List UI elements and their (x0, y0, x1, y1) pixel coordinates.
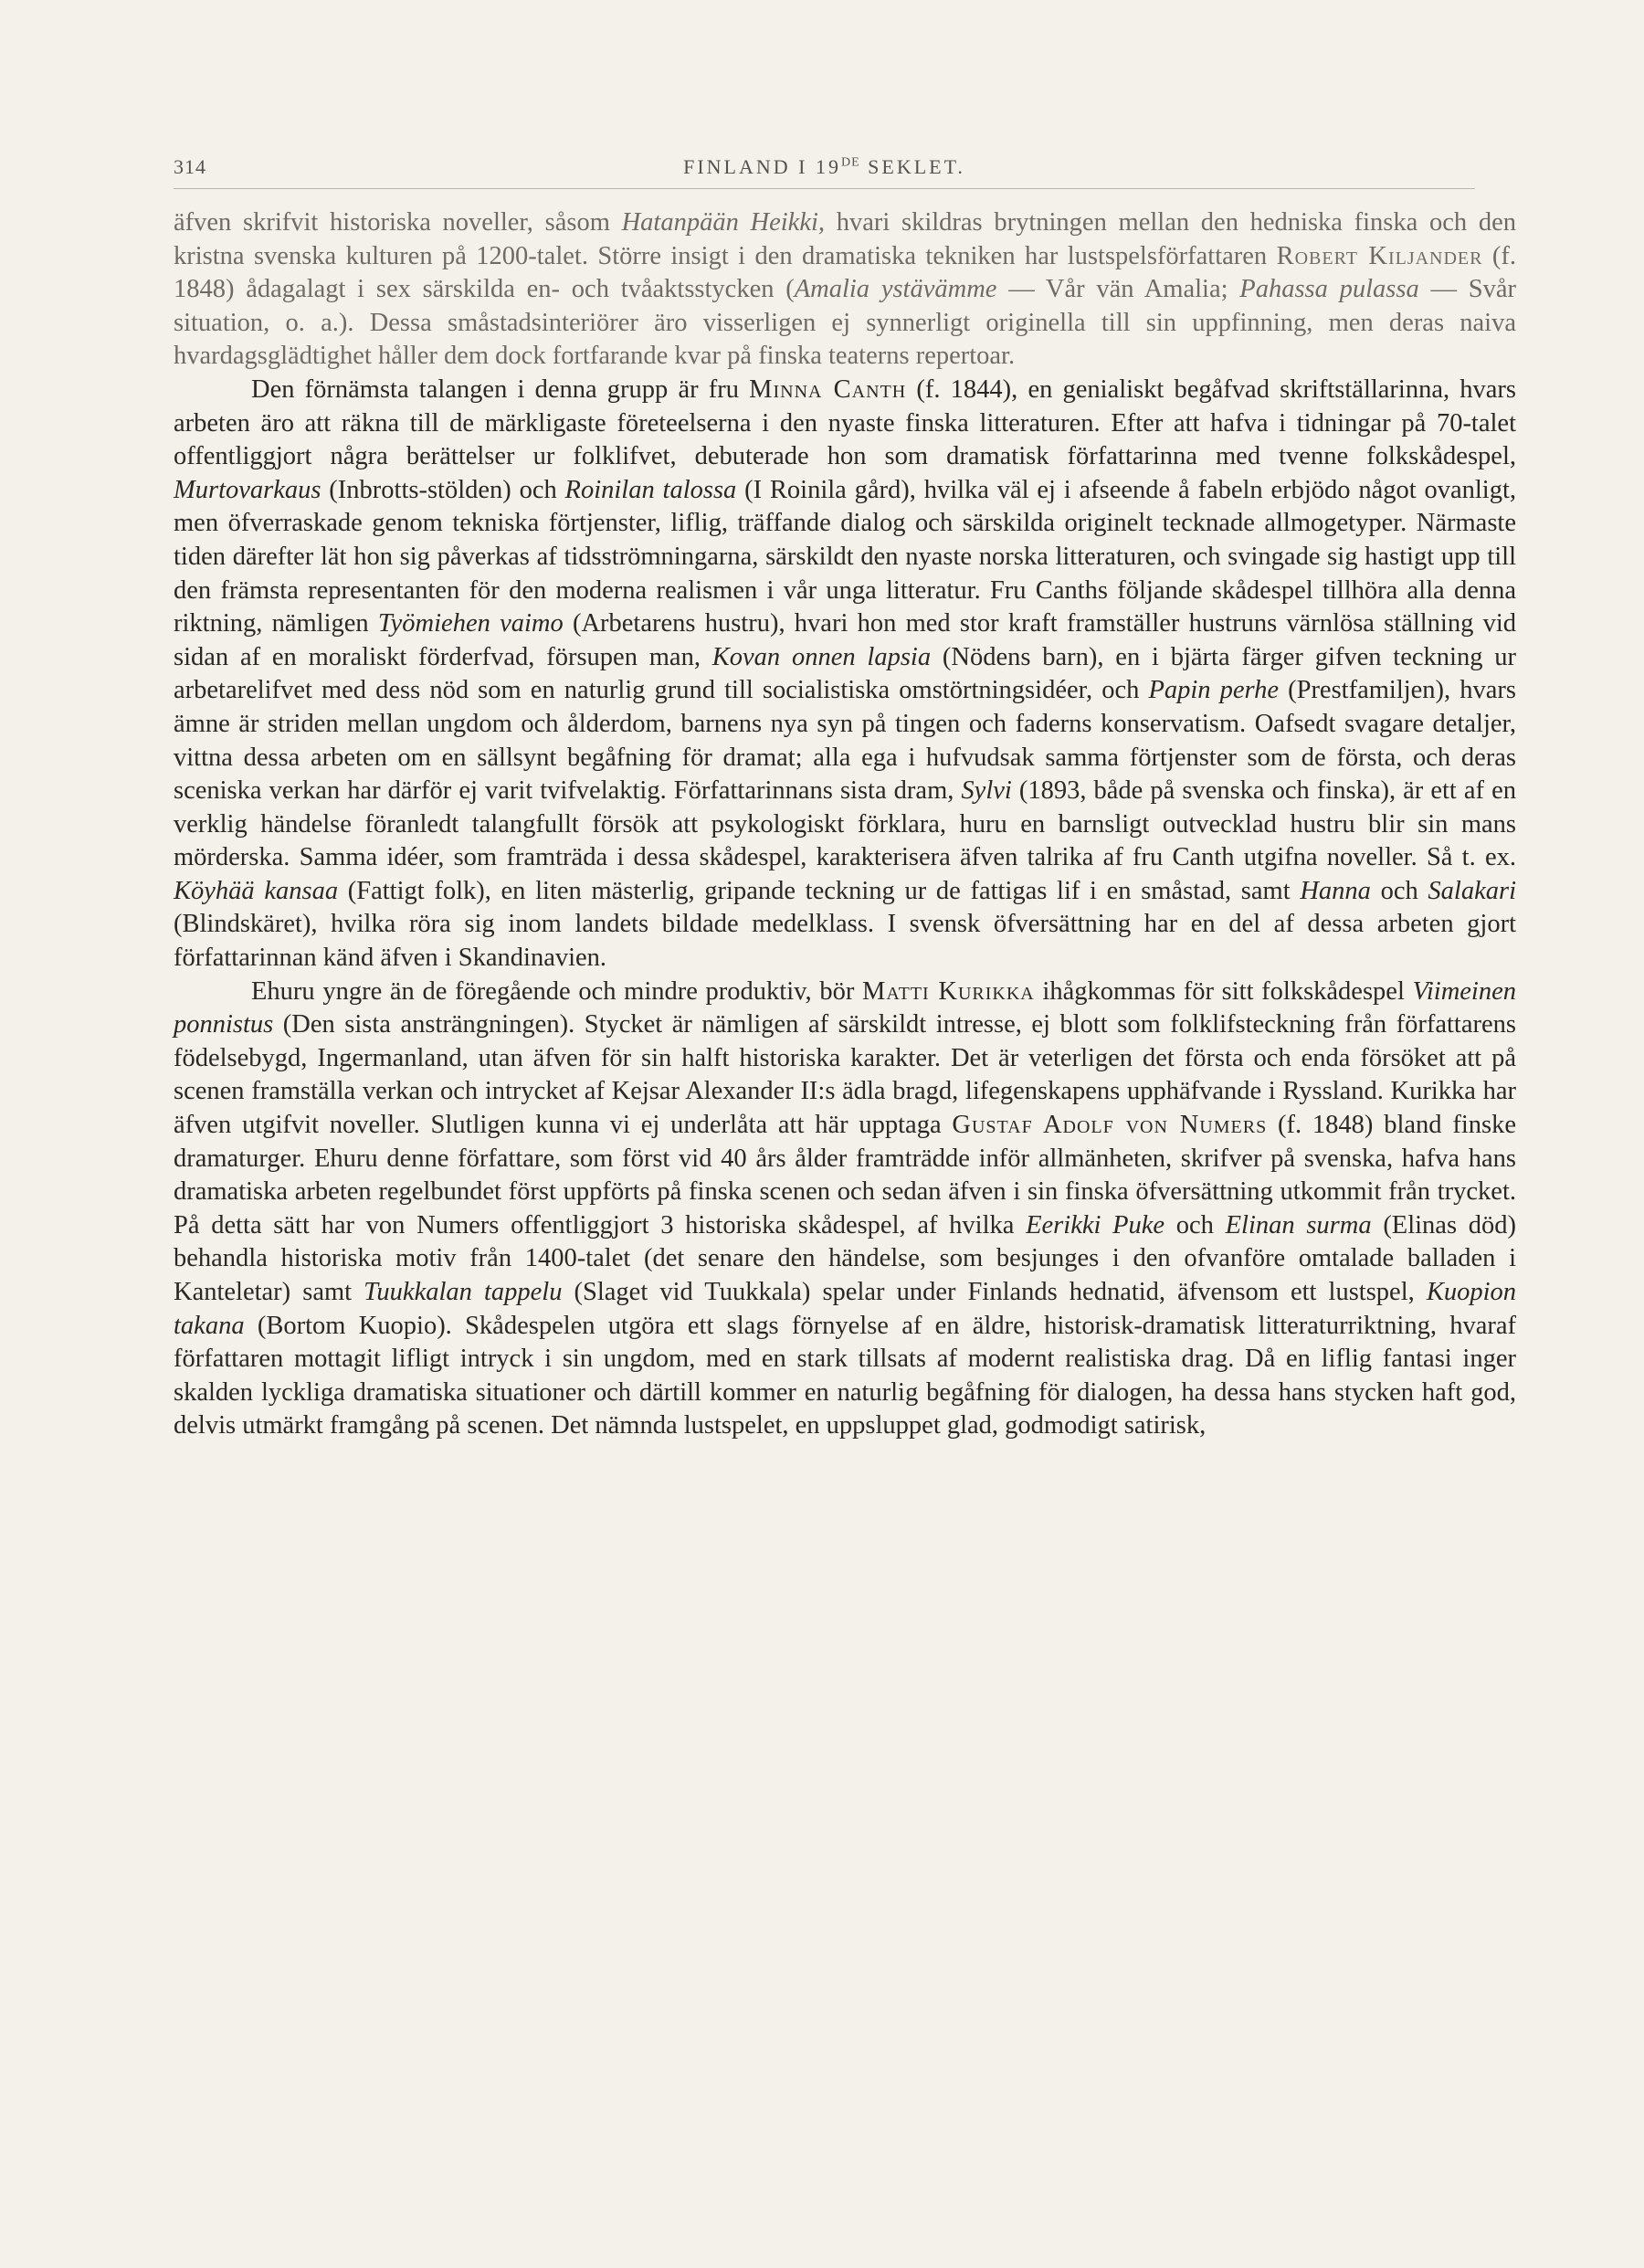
text-run: (f. 1844), en genialiskt begåfvad skriftställarinna, hvars arbeten äro att räkna till de märkligaste företeelserna i den nyaste finska litteraturen. Efter att hafva i tidningar på 70-talet offentliggjort några berättelser ur folklifvet, debuterade hon som dramatisk författarinna med tvenne folkskådespel, (174, 374, 1517, 471)
header-rule (174, 188, 1475, 189)
text-run: (Inbrotts-stölden) och (321, 475, 565, 504)
author-name: Robert Kiljander (1276, 241, 1483, 270)
page-header (174, 155, 1475, 192)
italic-title: Hatanpään Heikki, (621, 208, 826, 237)
text-run: Den förnämsta talangen i denna grupp är fru (251, 374, 750, 404)
author-name: Matti Kurikka (862, 976, 1035, 1006)
text-run: och (1164, 1210, 1226, 1239)
italic-title: Hanna (1300, 876, 1371, 905)
body-text (174, 206, 1516, 1443)
running-title-end: SEKLET. (859, 155, 965, 178)
italic-title: Pahassa pulassa (1239, 275, 1419, 304)
italic-title: Elinan surma (1225, 1210, 1372, 1239)
page-number: 314 (174, 155, 206, 178)
text-run: (f. 1848) ådagalagt i sex särskilda en- och tvåaktsstycken ( (174, 241, 1517, 304)
italic-title: Viimeinen ponnistus (174, 976, 1516, 1039)
text-run: (I Roinila gård), hvilka väl ej i afseende å fabeln erbjödo något ovanligt, men öfverraskade genom tekniska förtjenster, liflig, träffande dialog och särskilda originelt tecknade allmogetyper. Närmaste tiden därefter lät hon sig påverkas af tidsströmningarna, särskildt den nyaste norska litteraturen, och svingade sig hastigt upp till den främsta representanten för den moderna realismen i vår unga litteratur. Fru Canths följande skådespel tillhöra alla denna riktning, nämligen (174, 475, 1517, 638)
text-run: ihågkommas för sitt folkskådespel (1034, 976, 1413, 1006)
text-run: — Svår situation, o. a.). Dessa småstadsinteriörer äro visserligen ej synnerligt originella till sin uppfinning, men deras naiva hvardagsglädtighet håller dem dock fortfarande kvar på finska teaterns repertoar. (174, 275, 1516, 371)
text-run: (Den sista ansträngningen). Stycket är nämligen af särskildt intresse, ej blott som folklifsteckning från författarens födelsebygd, Ingermanland, utan äfven för sin halft historiska karakter. Det är veterligen det första och enda försöket att på scenen framställa verkan och intrycket af Kejsar Alexander II:s ädla bragd, lifegenskapens upphäfvande i Ryssland. Kurikka har äfven utgifvit noveller. Slutligen kunna vi ej underlåta att här upptaga (174, 1010, 1516, 1140)
italic-title: Tuukkalan tappelu (364, 1278, 563, 1306)
paragraph (174, 976, 1516, 1443)
text-run: hvari skildras brytningen mellan den hedniska finska och den kristna svenska kulturen på 1200-talet. Större insigt i den dramatiska tekniken har lustspelsförfattaren (174, 208, 1517, 270)
author-name: Gustaf Adolf von Numers (952, 1111, 1268, 1140)
italic-title: Papin perhe (1148, 676, 1279, 705)
paragraph (174, 374, 1516, 976)
text-run: (Arbetarens hustru), hvari hon med stor kraft framställer hustruns värnlösa ställning vid sidan af en moraliskt förderfvad, försupen man, (174, 609, 1516, 671)
running-title-main: FINLAND I 19 (683, 155, 841, 178)
running-title-superscript: DE (840, 155, 860, 170)
text-run: äfven skrifvit historiska noveller, såsom (174, 208, 622, 237)
text-run: och (1370, 876, 1428, 905)
italic-title: Työmiehen vaimo (377, 609, 564, 638)
text-run: (Bortom Kuopio). Skådespelen utgöra ett slags förnyelse af en äldre, historisk-dramatisk litteraturriktning, hvaraf författaren mottagit lifligt intryck i sin ungdom, med en stark tillsats af modernt realistiska drag. Då en liflig fantasi inger skalden lyckliga dramatiska situationer och därtill kommer en naturlig begåfning för dialogen, ha dessa hans stycken haft god, delvis utmärkt framgång på scenen. Det nämnda lustspelet, en uppsluppet glad, godmodigt satirisk, (174, 1311, 1516, 1440)
italic-title: Kuopion takana (174, 1278, 1517, 1340)
paragraph (174, 206, 1516, 374)
text-run: (f. 1848) bland finske dramaturger. Ehuru denne författare, som först vid 40 års ålder framträdde inför allmänheten, skrifver på svenska, hafva hans dramatiska arbeten regelbundet först uppförts på finska scenen och sedan äfven i sin finska öfversättning utkommit från trycket. På detta sätt har von Numers offentliggjort 3 historiska skådespel, af hvilka (174, 1111, 1516, 1239)
author-name: Minna Canth (749, 374, 907, 404)
text-run: (Fattigt folk), en liten mästerlig, gripande teckning ur de fattigas lif i en småstad, samt (338, 876, 1301, 905)
italic-title: Eerikki Puke (1026, 1210, 1165, 1239)
italic-title: Murtovarkaus (174, 475, 321, 504)
italic-title: Amalia ystävämme (794, 275, 997, 304)
text-run: (Slaget vid Tuukkala) spelar under Finlands hednatid, äfvensom ett lustspel, (562, 1278, 1427, 1306)
italic-title: Köyhää kansaa (174, 876, 339, 905)
italic-title: Kovan onnen lapsia (711, 642, 932, 671)
italic-title: Roinilan talossa (564, 475, 737, 504)
text-run: (1893, både på svenska och finska), är ett af en verklig händelse föranledt talangfullt försök att psykologiskt förklara, huru en barnsligt outvecklad hustru blir sin mans mörderska. Samma idéer, som framträda i dessa skådespel, karakterisera äfven talrika af fru Canth utgifna noveller. Så t. ex. (174, 776, 1516, 872)
text-run: (Elinas död) behandla historiska motiv från 1400-talet (det senare den händelse, som besjunges i den ofvanföre omtalade balladen i Kanteletar) samt (174, 1210, 1516, 1306)
text-run: Ehuru yngre än de föregående och mindre produktiv, bör (251, 976, 863, 1006)
running-title (174, 155, 1475, 179)
italic-title: Salakari (1428, 876, 1516, 905)
text-run: (Nödens barn), en i bjärta färger gifven teckning ur arbetarelifvet med dess nöd som en naturlig grund till socialistiska omstörtningsidéer, och (174, 642, 1516, 705)
text-run: (Blindskäret), hvilka röra sig inom landets bildade medelklass. I svensk öfversättning har en del af dessa arbeten gjort författarinnan känd äfven i Skandinavien. (174, 910, 1516, 973)
italic-title: Sylvi (961, 776, 1012, 806)
text-run: — Vår vän Amalia; (996, 275, 1240, 304)
text-run: (Prestfamiljen), hvars ämne är striden mellan ungdom och ålderdom, barnens nya syn på tingen och faderns konservatism. Oafsedt svagare detaljer, vittna dessa arbeten om en sällsynt begåfning för dramat; alla ega i hufvudsak samma förtjenster som de första, och deras sceniska verkan har därför ej varit tvifvelaktig. Författarinnans sista dram, (174, 676, 1516, 806)
